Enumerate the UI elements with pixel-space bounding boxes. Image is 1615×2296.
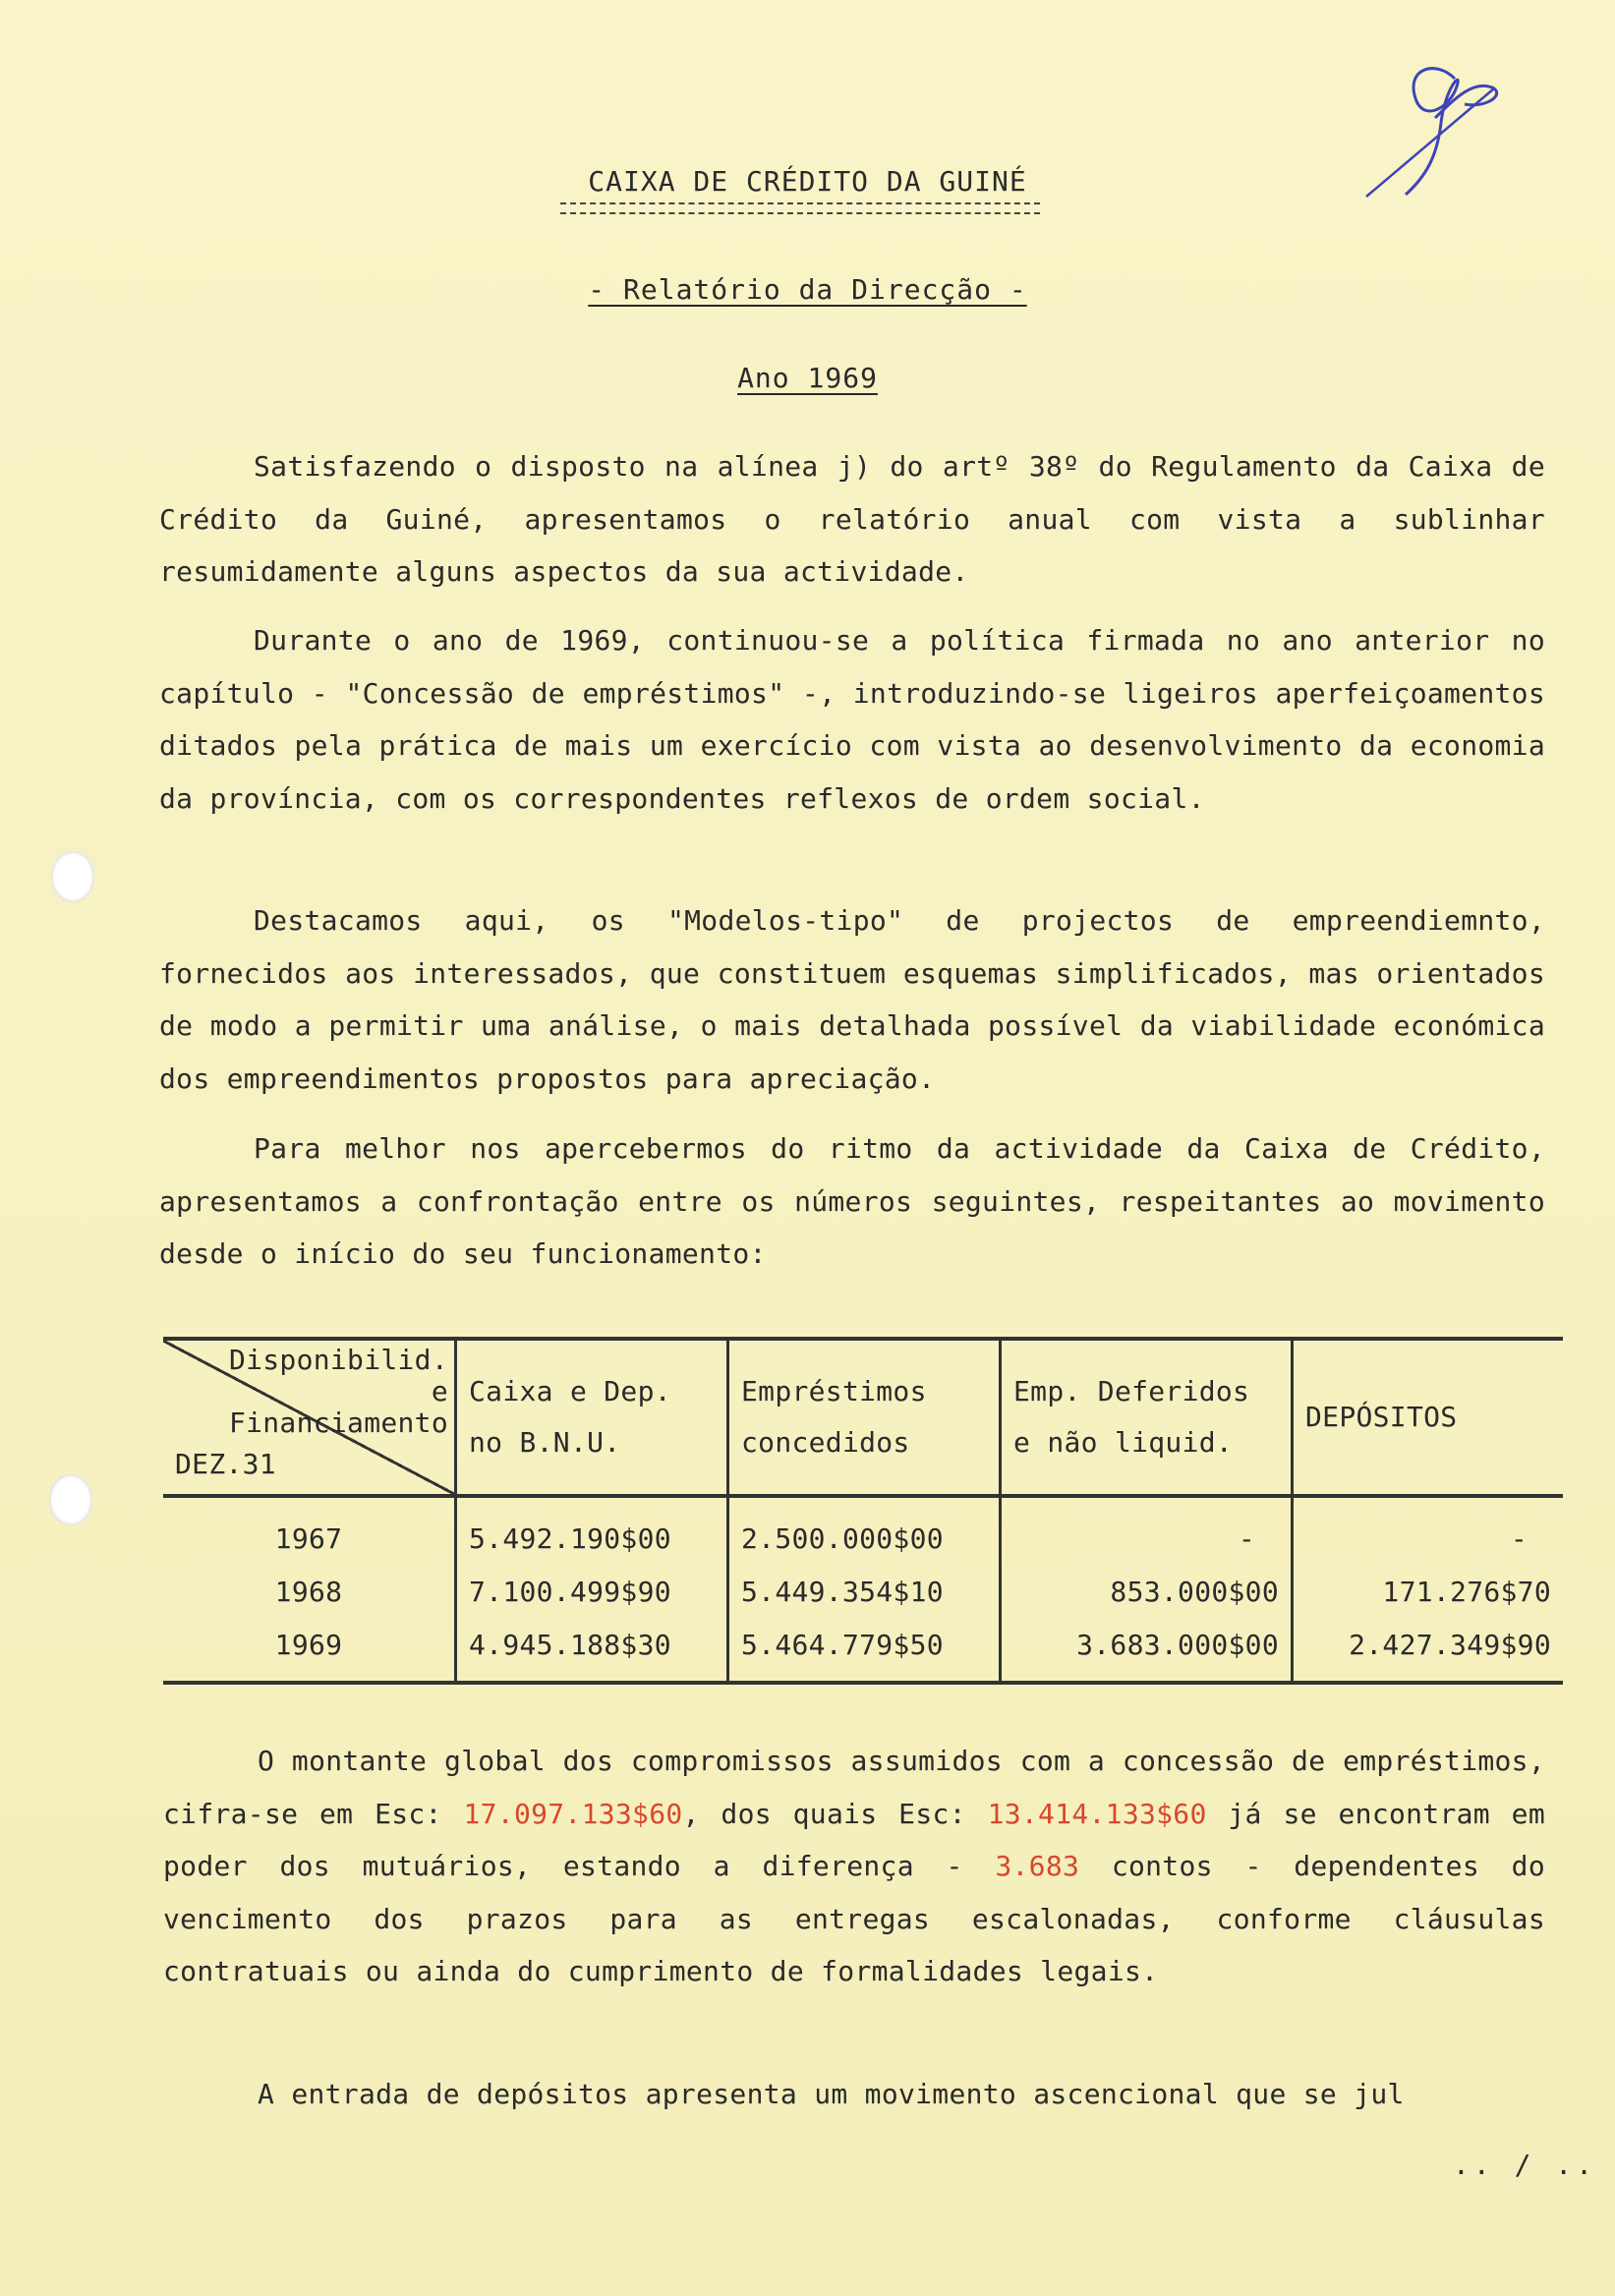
column-header-emprestimos: Empréstimos concedidos [728,1339,1001,1496]
table-row [163,1618,1563,1683]
cell-deferidos: 3.683.000$00 [1001,1618,1293,1683]
column-header-deferidos: Emp. Deferidos e não liquid. [1001,1339,1293,1496]
table-row [163,1496,1563,1565]
amount-delivered: 13.414.133$60 [987,1797,1207,1830]
cell-depositos: 2.427.349$90 [1293,1618,1564,1683]
cell-depositos: - [1293,1496,1564,1565]
row-year: 1968 [274,1575,343,1608]
cell-deferidos: 853.000$00 [1001,1565,1293,1618]
row-year: 1969 [163,1618,456,1683]
corner-bottom-label: DEZ.31 [175,1448,276,1480]
cell-deferidos: - [1001,1496,1293,1565]
table-header-row [163,1339,1563,1496]
paragraph-3: Destacamos aqui, os "Modelos-tipo" de projectos de empreendiemnto, fornecidos aos interessados, que constituem esquemas simplificados, mas orientados de modo a permitir uma análise, o mais detalhada possível da viabilidade económica dos empreendimentos propostos para apreciação. [159,904,1545,1095]
row-year: 1967 [274,1521,343,1555]
table-row [163,1565,1563,1618]
table-corner-cell [163,1339,456,1496]
continuation-mark: .. / .. [1453,2149,1597,2181]
cell-emprestimos: 5.464.779$50 [728,1618,1001,1683]
paragraph-5: O montante global dos compromissos assumidos com a concessão de empréstimos, cifra-se em Esc: 17.097.133$60, dos quais Esc: 13.414.133$60 já se encontram em poder dos mutuários, estando a diferença - 3.683 contos - dependentes do vencimento dos prazos para as entregas escalonadas, conforme cláusulas contratuais ou ainda do cumprimento de formalidades legais. [163,1745,1545,1987]
cell-caixa: 4.945.188$30 [456,1618,728,1683]
cell-emprestimos: 2.500.000$00 [728,1496,1001,1565]
amount-difference: 3.683 [995,1850,1080,1882]
document-year: Ano 1969 [737,362,878,394]
paragraph-6: A entrada de depósitos apresenta um movimento ascencional que se jul [258,2078,1405,2110]
paragraph-2: Durante o ano de 1969, continuou-se a política firmada no ano anterior no capítulo - "Concessão de empréstimos" -, introduzindo-se ligeiros aperfeiçoamentos ditados pela prática de mais um exercício com vista ao desenvolvimento da economia da província, com os correspondentes reflexos de ordem social. [159,624,1545,815]
paragraph-4: Para melhor nos apercebermos do ritmo da actividade da Caixa de Crédito, apresentamos a confrontação entre os números seguintes, respeitantes ao movimento desde o início do seu funcionamento: [159,1132,1545,1270]
paragraph-1: Satisfazendo o disposto na alínea j) do artº 38º do Regulamento da Caixa de Crédito da Guiné, apresentamos o relatório anual com vista a sublinhar resumidamente alguns aspectos da sua actividade. [159,450,1545,588]
column-header-depositos: DEPÓSITOS [1293,1339,1564,1496]
punch-hole-top [51,851,94,902]
corner-top-label: Disponibilid. e Financiamento [228,1344,448,1439]
cell-caixa: 5.492.190$00 [456,1496,728,1565]
amount-total: 17.097.133$60 [463,1797,683,1830]
punch-hole-bottom [49,1474,92,1525]
cell-emprestimos: 5.449.354$10 [728,1565,1001,1618]
cell-depositos: 171.276$70 [1293,1565,1564,1618]
movement-table [163,1337,1563,1671]
document-title: CAIXA DE CRÉDITO DA GUINÉ [588,165,1027,198]
title-double-underline [560,202,1040,214]
cell-caixa: 7.100.499$90 [456,1565,728,1618]
column-header-caixa: Caixa e Dep. no B.N.U. [456,1339,728,1496]
document-subtitle: - Relatório da Direcção - [588,273,1027,306]
